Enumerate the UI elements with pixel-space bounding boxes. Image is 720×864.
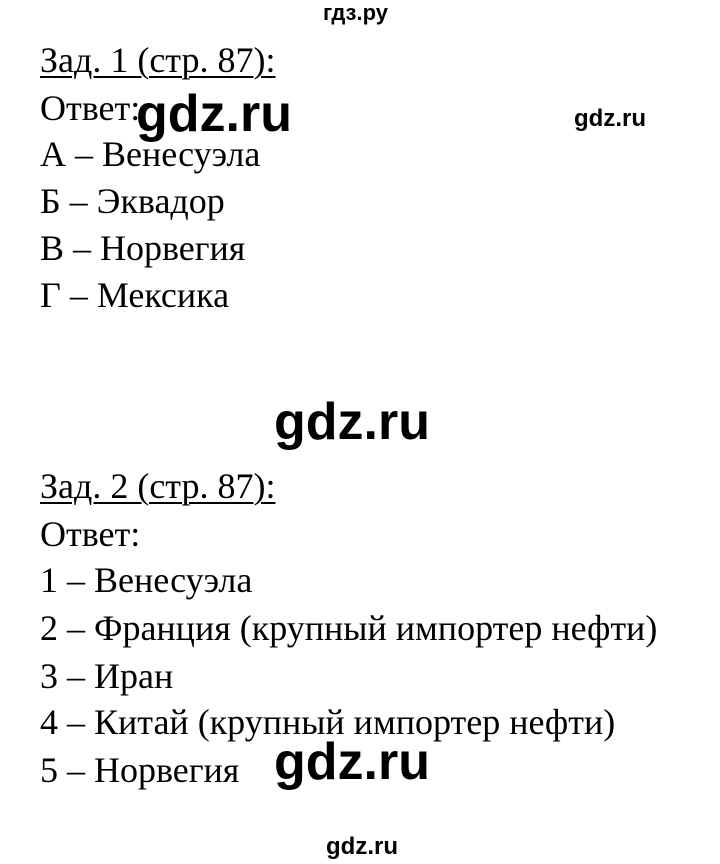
task1-item: Г – Мексика — [40, 275, 230, 315]
task2-answer-label: Ответ: — [40, 514, 141, 554]
watermark-big-2: gdz.ru — [274, 393, 430, 451]
task1-item: В – Норвегия — [40, 228, 246, 268]
task2-item: 5 – Норвегия — [40, 750, 240, 790]
watermark-big-1: gdz.ru — [136, 85, 292, 143]
task2-item: 2 – Франция (крупный импортер нефти) — [40, 608, 658, 648]
task2-item: 1 – Венесуэла — [40, 560, 253, 600]
watermark-top: гдз.ру — [323, 0, 388, 25]
task1-answer-label: Ответ: — [40, 88, 141, 128]
watermark-bottom: gdz.ru — [326, 833, 398, 860]
task2-item: 3 – Иран — [40, 656, 174, 696]
task2-item: 4 – Китай (крупный импортер нефти) — [40, 702, 616, 742]
task2-heading: Зад. 2 (стр. 87): — [40, 466, 276, 506]
task1-item: А – Венесуэла — [40, 134, 261, 174]
task1-item: Б – Эквадор — [40, 181, 225, 221]
watermark-big-3: gdz.ru — [274, 733, 430, 791]
watermark-right: gdz.ru — [574, 105, 646, 132]
task1-heading: Зад. 1 (стр. 87): — [40, 40, 276, 80]
